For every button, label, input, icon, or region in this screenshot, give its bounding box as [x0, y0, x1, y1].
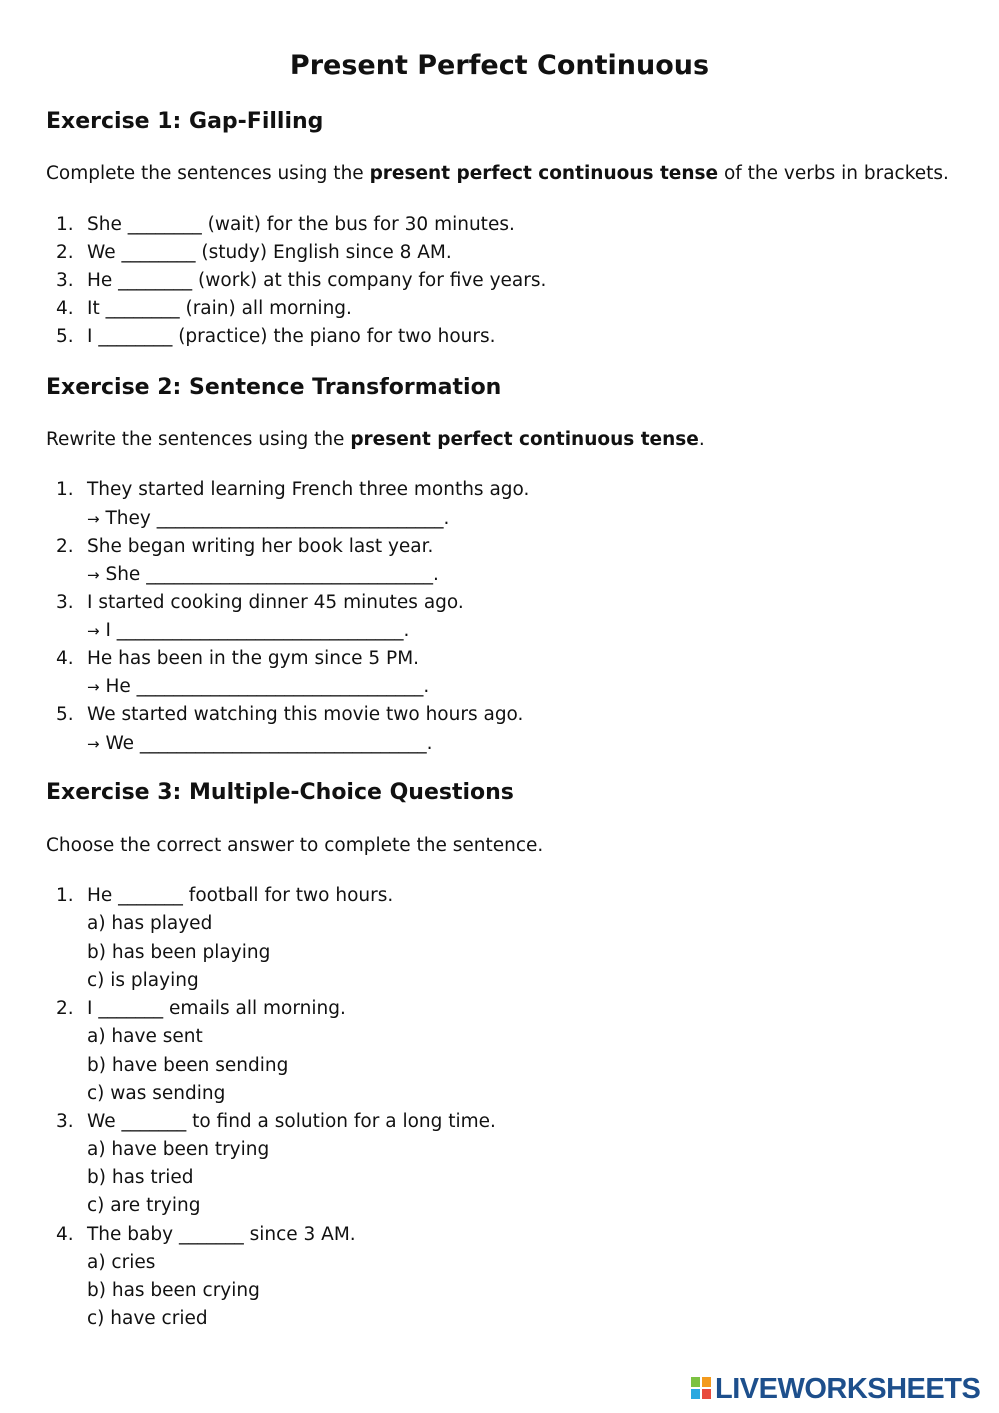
original-sentence: He has been in the gym since 5 PM. — [87, 648, 420, 669]
exercise2-heading: Exercise 2: Sentence Transformation — [46, 375, 502, 400]
answer-option: c) was sending — [87, 1083, 226, 1104]
logo-tile — [691, 1377, 700, 1387]
item-number: 5. — [56, 326, 74, 347]
instruction-text: . — [698, 429, 705, 450]
instruction-bold: present perfect continuous tense — [369, 163, 719, 184]
answer-line — [87, 506, 449, 532]
answer-blank: We _______________________________. — [99, 733, 433, 754]
answer-line — [87, 674, 429, 700]
answer-line — [87, 618, 409, 644]
logo-tile — [702, 1377, 711, 1387]
original-sentence: She began writing her book last year. — [87, 536, 434, 557]
logo-tile — [702, 1389, 711, 1399]
answer-option: a) cries — [87, 1252, 156, 1273]
item-number: 4. — [56, 298, 74, 319]
item-number: 3. — [56, 592, 74, 613]
gap-fill-sentence: I ________ (practice) the piano for two hours. — [87, 326, 496, 347]
instruction-text: Rewrite the sentences using the — [46, 429, 351, 450]
answer-blank: She _______________________________. — [99, 564, 439, 585]
answer-option: b) have been sending — [87, 1055, 289, 1076]
instruction-text: of the verbs in brackets. — [718, 163, 949, 184]
gap-fill-sentence: She ________ (wait) for the bus for 30 minutes. — [87, 214, 515, 235]
gap-fill-sentence: It ________ (rain) all morning. — [87, 298, 352, 319]
original-sentence: We started watching this movie two hours ago. — [87, 704, 524, 725]
instruction-text: Complete the sentences using the — [46, 163, 370, 184]
exercise1-heading: Exercise 1: Gap-Filling — [46, 109, 324, 134]
instruction-bold: present perfect continuous tense — [350, 429, 699, 450]
answer-blank: I _______________________________. — [99, 620, 410, 641]
original-sentence: I started cooking dinner 45 minutes ago. — [87, 592, 464, 613]
arrow-icon: → — [87, 566, 100, 584]
arrow-icon: → — [87, 735, 100, 753]
arrow-icon: → — [87, 510, 100, 528]
answer-option: b) has tried — [87, 1167, 194, 1188]
gap-fill-sentence: He ________ (work) at this company for five years. — [87, 270, 547, 291]
answer-line — [87, 731, 433, 757]
item-number: 5. — [56, 704, 74, 725]
page-title: Present Perfect Continuous — [289, 50, 710, 81]
answer-line — [87, 562, 439, 588]
answer-option: a) have sent — [87, 1026, 203, 1047]
answer-option: a) has played — [87, 913, 213, 934]
item-number: 3. — [56, 1111, 74, 1132]
logo-text: LIVEWORKSHEETS — [715, 1373, 981, 1405]
question-text: The baby _______ since 3 AM. — [87, 1224, 356, 1245]
answer-blank: They _______________________________. — [99, 508, 450, 529]
item-number: 4. — [56, 648, 74, 669]
arrow-icon: → — [87, 622, 100, 640]
gap-fill-sentence: We ________ (study) English since 8 AM. — [87, 242, 452, 263]
item-number: 4. — [56, 1224, 74, 1245]
answer-option: c) have cried — [87, 1308, 208, 1329]
logo-tile — [691, 1389, 700, 1399]
exercise1-instruction — [46, 161, 949, 187]
liveworksheets-logo[interactable] — [691, 1373, 991, 1405]
answer-option: b) has been playing — [87, 942, 271, 963]
exercise2-instruction — [46, 427, 705, 453]
answer-option: c) is playing — [87, 970, 199, 991]
answer-option: a) have been trying — [87, 1139, 270, 1160]
question-text: He _______ football for two hours. — [87, 885, 394, 906]
answer-option: c) are trying — [87, 1195, 201, 1216]
item-number: 2. — [56, 998, 74, 1019]
arrow-icon: → — [87, 678, 100, 696]
answer-option: b) has been crying — [87, 1280, 260, 1301]
exercise3-instruction: Choose the correct answer to complete the sentence. — [46, 835, 544, 856]
item-number: 3. — [56, 270, 74, 291]
item-number: 2. — [56, 536, 74, 557]
item-number: 2. — [56, 242, 74, 263]
item-number: 1. — [56, 479, 74, 500]
logo-mark-icon — [691, 1377, 713, 1401]
original-sentence: They started learning French three months ago. — [87, 479, 530, 500]
question-text: We _______ to find a solution for a long time. — [87, 1111, 496, 1132]
answer-blank: He _______________________________. — [99, 676, 430, 697]
question-text: I _______ emails all morning. — [87, 998, 346, 1019]
item-number: 1. — [56, 885, 74, 906]
exercise3-heading: Exercise 3: Multiple-Choice Questions — [46, 780, 514, 805]
item-number: 1. — [56, 214, 74, 235]
